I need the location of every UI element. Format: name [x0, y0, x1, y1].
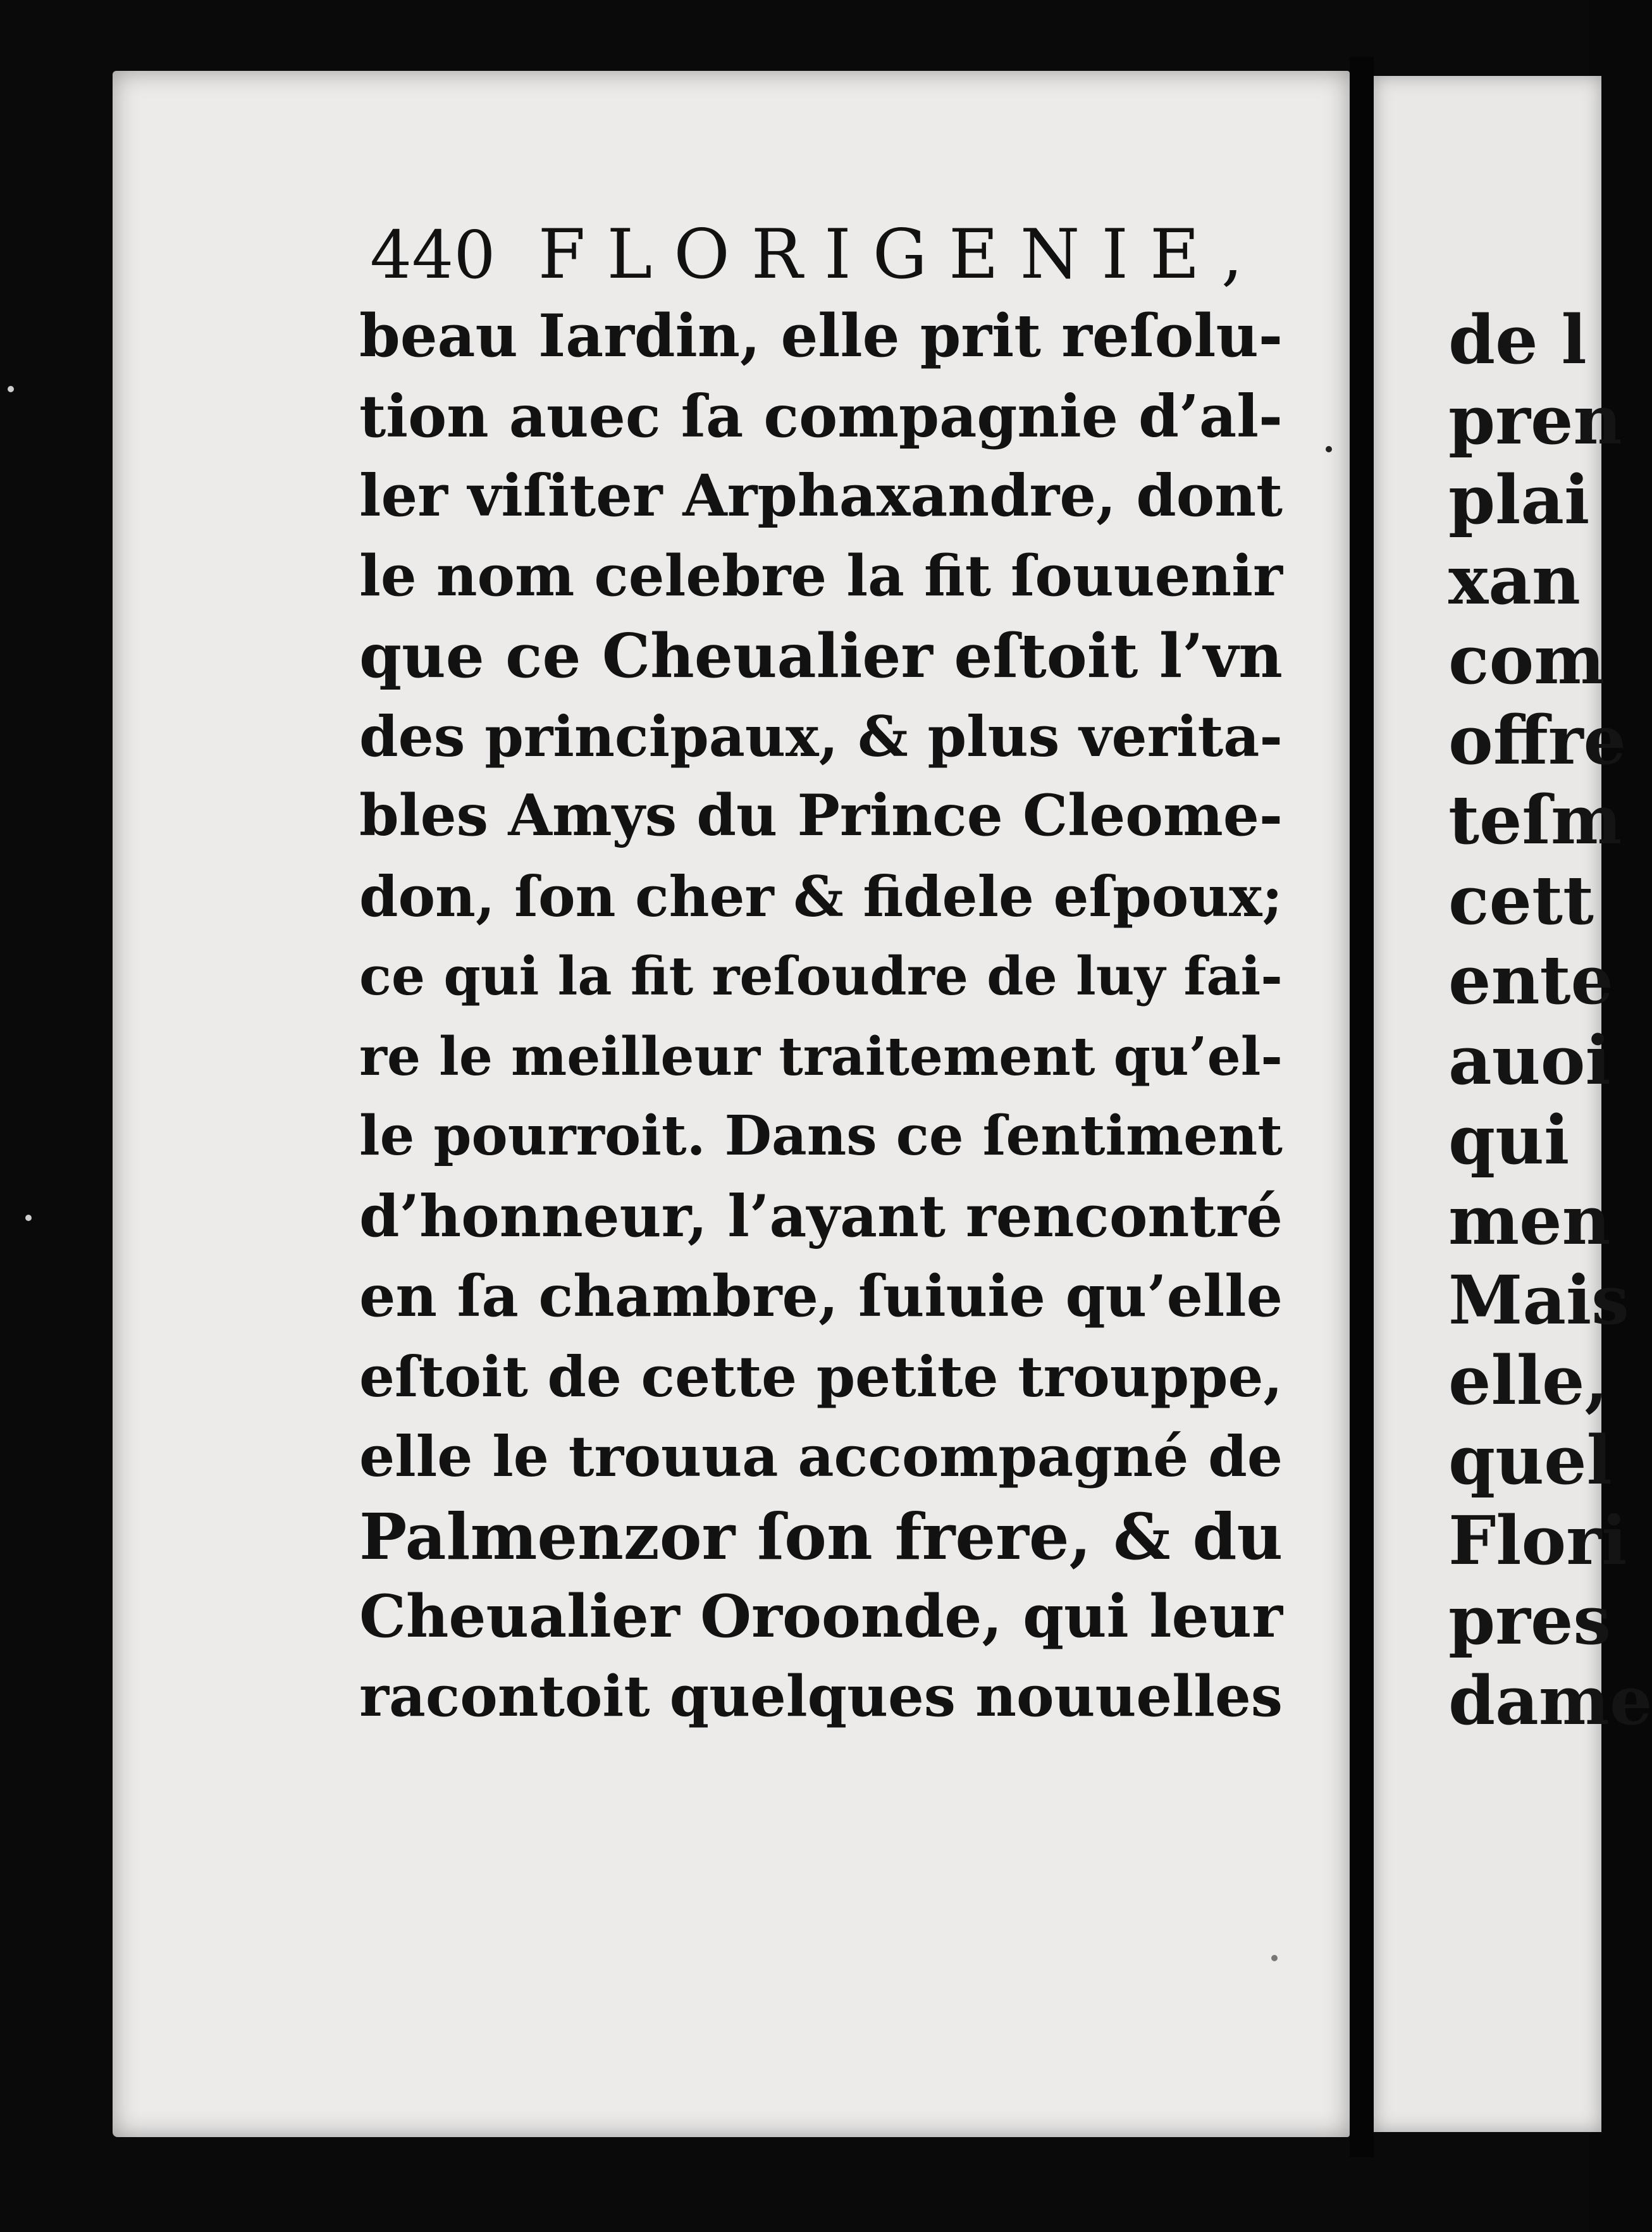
- scan-speck: [8, 386, 14, 392]
- running-title: FLORIGENIE,: [538, 215, 1265, 294]
- main-text-block: [359, 296, 1283, 1737]
- facing-line: offre: [1448, 700, 1626, 779]
- text-line: Palmenzor ſon frere, & du: [359, 1499, 1283, 1574]
- text-line: don, ſon cher & fidele eſpoux;: [359, 863, 1283, 929]
- page-number: 440: [370, 216, 496, 294]
- scan-speck: [25, 1215, 32, 1221]
- text-line: d’honneur, l’ayant rencontré: [359, 1182, 1283, 1250]
- facing-line: teſm: [1448, 780, 1622, 859]
- scan-speck: [1326, 446, 1332, 452]
- text-line: que ce Cheualier eſtoit l’vn: [359, 620, 1283, 691]
- text-line: eſtoit de cette petite trouppe,: [359, 1343, 1283, 1410]
- text-line: racontoit quelques nouuelles: [359, 1663, 1283, 1730]
- running-head: [370, 215, 1319, 304]
- facing-line: quel: [1448, 1420, 1612, 1499]
- facing-line: pren: [1448, 380, 1622, 459]
- facing-line: ente: [1448, 940, 1613, 1019]
- text-line: beau Iardin, elle prit reſolu-: [359, 301, 1283, 370]
- text-line: le nom celebre la fit ſouuenir: [359, 542, 1283, 609]
- facing-line: elle,: [1448, 1340, 1608, 1420]
- scan-speck: [1271, 1955, 1278, 1961]
- text-line: elle le trouua accompagné de: [359, 1423, 1283, 1489]
- facing-line: de l: [1448, 300, 1587, 379]
- facing-line: cett: [1448, 860, 1594, 939]
- facing-line: qui: [1448, 1100, 1570, 1179]
- facing-line: com: [1448, 620, 1605, 699]
- text-line: des principaux, & plus verita-: [359, 703, 1283, 769]
- text-line: ler viſiter Arphaxandre, dont: [359, 462, 1283, 530]
- facing-line: xan: [1448, 540, 1581, 619]
- facing-line: plai: [1448, 460, 1590, 539]
- facing-page-text: [1448, 300, 1652, 1740]
- text-line: en ſa chambre, ſuiuie qu’elle: [359, 1263, 1283, 1330]
- text-line: tion auec ſa compagnie d’al-: [359, 381, 1283, 450]
- text-line: re le meilleur traitement qu’el-: [359, 1025, 1283, 1088]
- text-line: bles Amys du Prince Cleome-: [359, 783, 1283, 849]
- facing-line: Flori: [1448, 1500, 1627, 1580]
- facing-line: men: [1448, 1180, 1611, 1260]
- facing-line: dame: [1448, 1660, 1652, 1740]
- text-line: ce qui la fit reſoudre de luy fai-: [359, 945, 1283, 1007]
- facing-line: auoi: [1448, 1020, 1611, 1100]
- text-line: Cheualier Oroonde, qui leur: [359, 1582, 1283, 1651]
- text-line: le pourroit. Dans ce ſentiment: [359, 1104, 1283, 1168]
- book-gutter: [1350, 57, 1374, 2157]
- facing-line: Mais: [1448, 1260, 1629, 1339]
- facing-line: pres: [1448, 1580, 1612, 1659]
